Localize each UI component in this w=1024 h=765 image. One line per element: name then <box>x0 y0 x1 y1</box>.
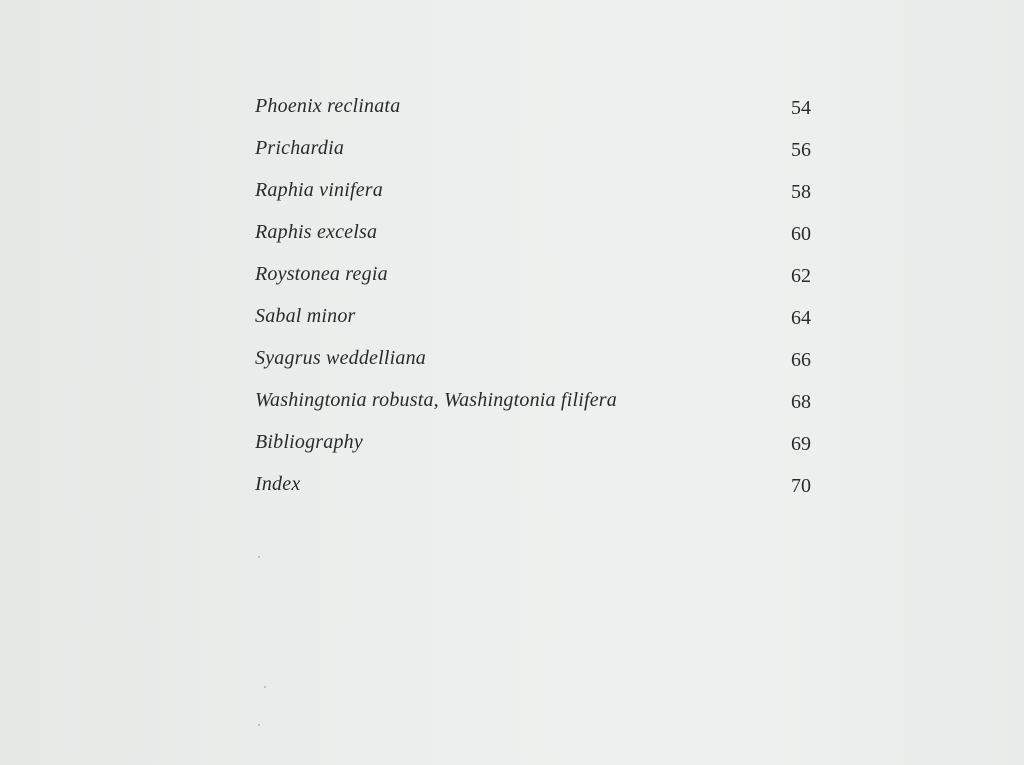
toc-entry-title: Roystonea regia <box>255 263 388 285</box>
toc-entry-page-number: 54 <box>791 97 811 119</box>
toc-entry <box>255 176 815 218</box>
toc-entry-page-number: 60 <box>791 223 811 245</box>
toc-entry <box>255 260 815 302</box>
toc-entry-title: Raphia vinifera <box>255 179 383 201</box>
toc-entry-title: Sabal minor <box>255 305 356 327</box>
toc-entry <box>255 386 815 428</box>
toc-entry-title: Syagrus weddelliana <box>255 347 427 369</box>
toc-entry <box>255 344 815 386</box>
toc-entry-page-number: 66 <box>791 349 811 371</box>
toc-entry-page-number: 70 <box>791 475 811 497</box>
paper-speck <box>258 556 260 558</box>
toc-entry <box>255 218 815 260</box>
table-of-contents <box>255 92 815 512</box>
toc-entry-page-number: 64 <box>791 307 811 329</box>
toc-entry-page-number: 56 <box>791 139 811 161</box>
toc-entry-title: Phoenix reclinata <box>255 95 401 117</box>
toc-entry <box>255 428 815 470</box>
toc-entry-page-number: 62 <box>791 265 811 287</box>
paper-speck <box>258 724 260 726</box>
toc-entry-title: Raphis excelsa <box>255 221 378 243</box>
toc-entry <box>255 92 815 134</box>
toc-entry <box>255 302 815 344</box>
toc-entry-title: Index <box>255 473 301 495</box>
toc-entry <box>255 134 815 176</box>
toc-entry-title: Washingtonia robusta, Washingtonia filifera <box>255 389 617 411</box>
toc-entry-page-number: 69 <box>791 433 811 455</box>
toc-entry-title: Prichardia <box>255 137 345 159</box>
toc-entry-page-number: 68 <box>791 391 811 413</box>
toc-entry-page-number: 58 <box>791 181 811 203</box>
paper-speck <box>264 686 266 688</box>
toc-entry-title: Bibliography <box>255 431 363 453</box>
toc-entry <box>255 470 815 512</box>
